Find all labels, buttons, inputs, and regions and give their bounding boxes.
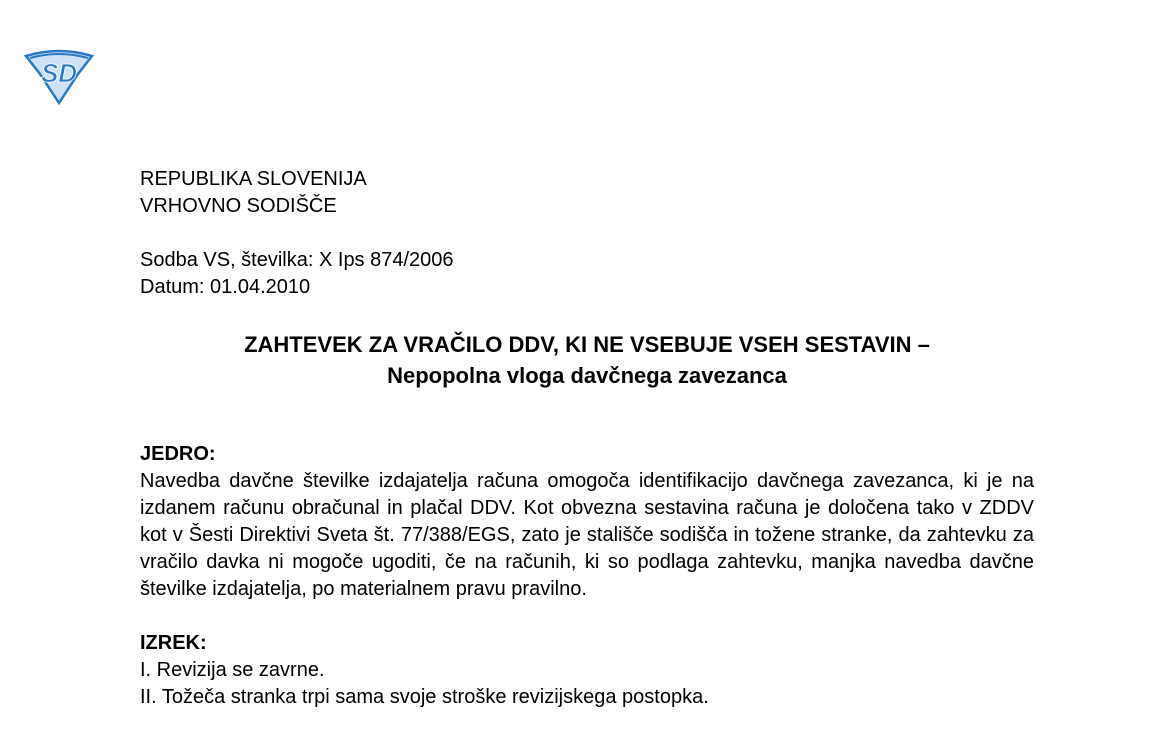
svg-text:SD: SD: [40, 58, 78, 88]
court-name: VRHOVNO SODIŠČE: [140, 195, 337, 217]
shield-logo-icon: [22, 48, 96, 106]
document-body: [140, 166, 1034, 711]
title-line-2: Nepopolna vloga davčnega zavezanca: [387, 363, 787, 388]
izrek-item-2: II. Tožeča stranka trpi sama svoje stroške revizijskega postopka.: [140, 686, 709, 708]
case-number: Sodba VS, številka: X Ips 874/2006: [140, 249, 454, 271]
title-line-1: ZAHTEVEK ZA VRAČILO DDV, KI NE VSEBUJE VSEH SESTAVIN –: [244, 332, 930, 357]
country-name: REPUBLIKA SLOVENIJA: [140, 168, 367, 190]
izrek-item-1: I. Revizija se zavrne.: [140, 659, 325, 681]
izrek-heading: IZREK:: [140, 632, 207, 654]
court-logo: [22, 48, 96, 106]
document-title: [140, 329, 1034, 391]
jedro-text: Navedba davčne številke izdajatelja računa omogoča identifikacijo davčnega zavezanca, ki je na izdanem računu obračunal in plačal DDV. Kot obvezna sestavina računa je določena tako v ZDDV kot v Šesti Direktivi Sveta št. 77/388/EGS, zato je stališče sodišča in tožene stranke, da zahtevku za vračilo davka ni mogoče ugoditi, če na računih, ki so podlaga zahtevku, manjka navedba davčne številke izdajatelja, po materialnem pravu pravilno.: [140, 470, 1034, 600]
decision-date: Datum: 01.04.2010: [140, 276, 311, 298]
jedro-heading: JEDRO:: [140, 443, 216, 465]
